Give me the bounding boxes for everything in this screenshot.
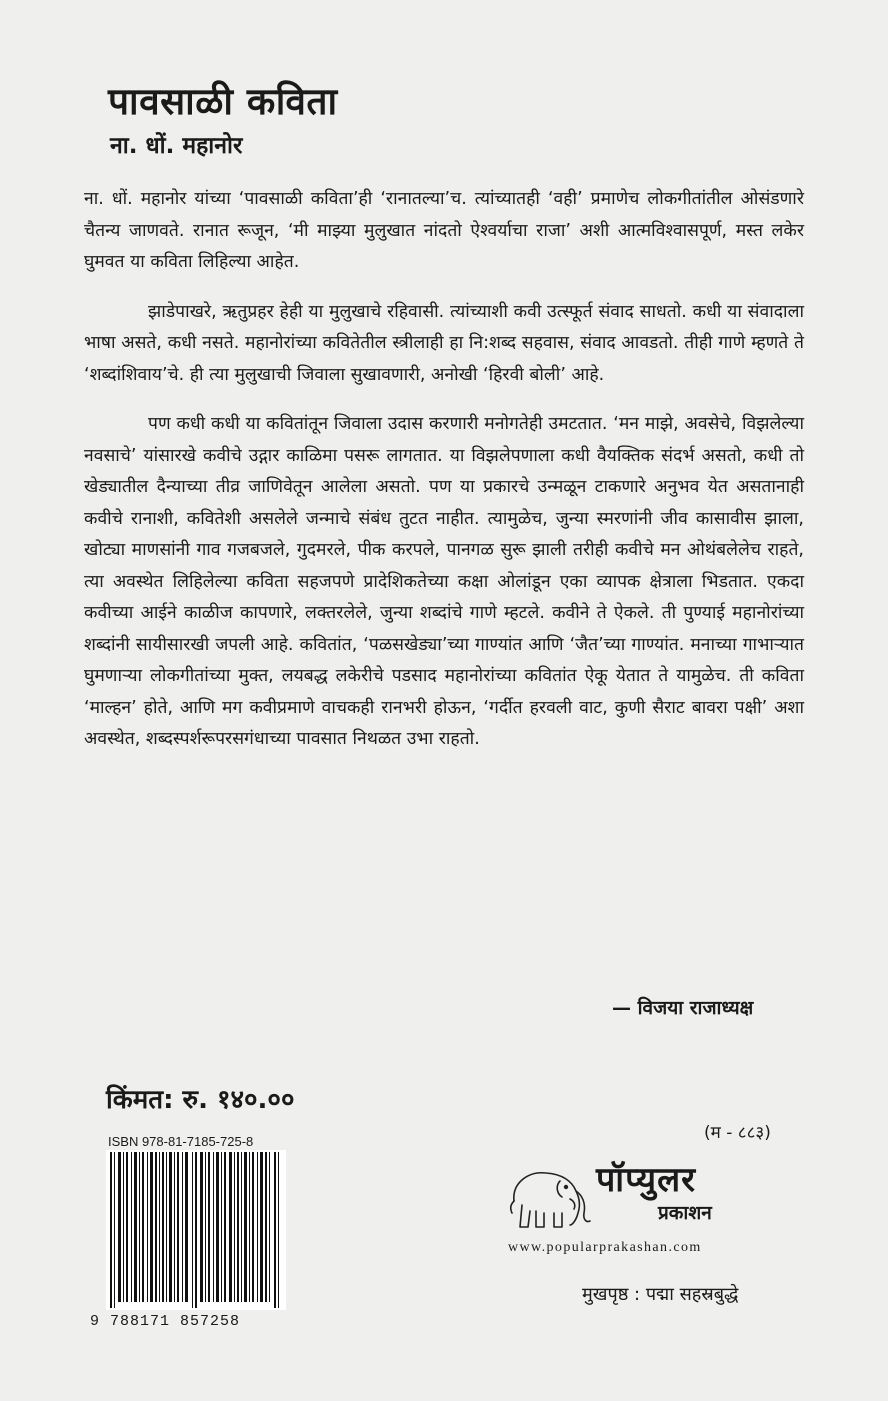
publisher-name: पॉप्युलर [596,1160,697,1200]
publisher-subtitle: प्रकाशन [658,1202,712,1224]
isbn-label: ISBN 978-81-7185-725-8 [108,1134,254,1149]
book-title: पावसाळी कविता [108,80,338,123]
price-label: किंमत: रु. १४०.०० [106,1085,295,1115]
blurb-paragraph-1: ना. धों. महानोर यांच्या ‘पावसाळी कविता’ही ‘रानातल्या’च. त्यांच्यातही ‘वही’ प्रमाणेच लोकगीतांतील ओसंडणारे चैतन्य जाणवते. रानात रूजून, ‘मी माझ्या मुलुखात नांदतो ऐश्वर्याचा राजा’ अशी आत्मविश्वासपूर्ण, मस्त लकेर घुमवत या कविता लिहिल्या आहेत. [84,189,804,272]
blurb-signature: — विजया राजाध्यक्ष [612,997,754,1019]
catalog-number: (म - ८८३) [704,1123,771,1143]
publisher-website: www.popularprakashan.com [508,1240,702,1255]
book-author: ना. धों. महानोर [110,133,243,159]
blurb-text [84,184,804,774]
blurb-paragraph-2: झाडेपाखरे, ऋतुप्रहर हेही या मुलुखाचे रहिवासी. त्यांच्याशी कवी उत्स्फूर्त संवाद साधतो. कधी या संवादाला भाषा असते, कधी नसते. महानोरांच्या कवितेतील स्त्रीलाही हा नि:शब्द सहवास, संवाद आवडतो. तीही गाणे म्हणते ते ‘शब्दांशिवाय’चे. ही त्या मुलुखाची जिवाला सुखावणारी, अनोखी ‘हिरवी बोली’ आहे. [84,301,804,385]
publisher-logo [506,1155,806,1235]
blurb-paragraph-3: पण कधी कधी या कवितांतून जिवाला उदास करणारी मनोगतेही उमटतात. ‘मन माझे, अवसेचे, विझलेल्या नवसाचे’ यांसारखे कवीचे उद्गार काळिमा पसरू लागतात. या विझलेपणाला कधी वैयक्तिक संदर्भ असतो, कधी तो खेड्यातील दैन्याच्या तीव्र जाणिवेतून आलेला असतो. पण या प्रकारचे उन्मळून टाकणारे अनुभव येत असतानाही कवीचे रानाशी, कवितेशी असलेले जन्माचे संबंध तुटत नाहीत. त्यामुळेच, जुन्या स्मरणांनी जीव कासावीस झाला, खोट्या माणसांनी गाव गजबजले, गुदमरले, पीक करपले, पानगळ सुरू झाली तरीही कवीचे मन ओथंबलेलेच राहते, त्या अवस्थेत लिहिलेल्या कविता सहजपणे प्रादेशिकतेच्या कक्षा ओलांडून एका व्यापक क्षेत्राला भिडतात. एकदा कवीच्या आईने काळीज कापणारे, लक्तरलेले, जुन्या शब्दांचे गाणे म्हटले. कवीने ते ऐकले. ती पुण्याई महानोरांच्या शब्दांनी सायीसारखी जपली आहे. कवितांत, ‘पळसखेड्या’च्या गाण्यांत आणि ‘जैत’च्या गाण्यांत. मनाच्या गाभाऱ्यात घुमणाऱ्या लोकगीतांच्या मुक्त, लयबद्ध लकेरीचे पडसाद महानोरांच्या कवितांत ऐकू येतात ते यामुळेच. ती कविता ‘माल्हन’ होते, आणि मग कवीप्रमाणे वाचकही रानभरी होऊन, ‘गर्दीत हरवली वाट, कुणी सैराट बावरा पक्षी’ अशा अवस्थेत, शब्दस्पर्शरूपरसगंधाच्या पावसात निथळत उभा राहतो. [84,414,804,749]
barcode-digits: 9 788171 857258 [90,1313,241,1330]
barcode-image [106,1150,286,1310]
cover-credit: मुखपृष्ठ : पद्मा सहस्रबुद्धे [582,1284,739,1305]
elephant-icon [506,1161,592,1233]
